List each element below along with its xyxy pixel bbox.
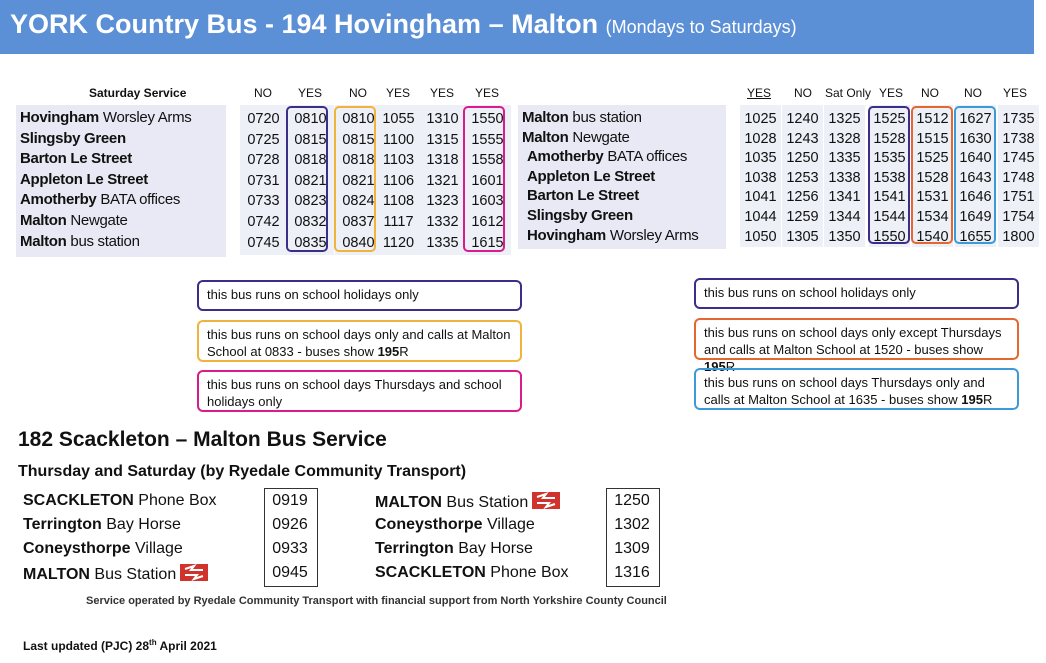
stop-name-rest: Worsley Arms <box>98 109 192 126</box>
departure-time: 0835 <box>294 234 327 251</box>
stop-name-rest: bus station <box>66 232 140 250</box>
title-banner <box>0 0 1034 54</box>
stop-name-bold: Appleton Le Street <box>527 167 655 185</box>
note-box <box>197 280 522 311</box>
national-rail-icon <box>180 564 208 581</box>
departure-time: 1751 <box>1002 189 1035 206</box>
departure-time: 1615 <box>471 234 504 251</box>
service-182-title: 182 Scackleton – Malton Bus Service <box>18 428 387 451</box>
departure-time: 1120 <box>382 234 415 251</box>
departure-time: 1531 <box>916 189 949 206</box>
departure-time: 1335 <box>828 150 861 167</box>
departure-time: 0742 <box>247 214 280 230</box>
stop-name-bold: MALTON <box>23 566 90 583</box>
departure-time: 0818 <box>342 152 375 169</box>
stop-name-bold: Coneysthorpe <box>23 540 131 557</box>
departure-time: 1250 <box>786 150 819 167</box>
page-subtitle: (Mondays to Saturdays) <box>605 17 797 37</box>
departure-time: 1528 <box>873 130 906 147</box>
departure-time: 0837 <box>342 214 375 230</box>
column-header: YES <box>1002 86 1027 100</box>
departure-time: 1315 <box>426 131 459 148</box>
column-header: YES <box>385 86 410 100</box>
departure-time: 1050 <box>744 228 777 245</box>
departure-time: 1344 <box>828 209 861 225</box>
stop-name-bold: Terrington <box>23 516 102 533</box>
departure-time: 0810 <box>342 111 375 127</box>
column-header: YES <box>429 86 454 100</box>
departure-time: 1256 <box>786 189 819 206</box>
departure-time: 1025 <box>744 111 777 127</box>
national-rail-icon <box>532 492 560 509</box>
note-box <box>197 370 522 412</box>
stop-name <box>23 516 181 534</box>
departure-time: 0720 <box>247 111 280 127</box>
departure-time: 1103 <box>382 152 415 169</box>
stop-name <box>527 187 639 207</box>
departure-time: 1240 <box>786 111 819 127</box>
departure-time: 1540 <box>916 228 949 245</box>
departure-time: 0926 <box>272 516 308 533</box>
saturday-service-label: Saturday Service <box>89 86 187 100</box>
highlight-outline <box>334 106 376 252</box>
stop-name <box>375 492 560 512</box>
departure-time: 0815 <box>342 131 375 148</box>
departure-time: 1630 <box>959 130 992 147</box>
stop-name <box>23 540 183 558</box>
last-updated: Last updated (PJC) 28th April 2021 <box>23 638 217 653</box>
departure-time: 1748 <box>1002 169 1035 186</box>
departure-time: 1044 <box>744 209 777 225</box>
departure-time: 0933 <box>272 540 308 557</box>
stop-name <box>375 564 569 582</box>
departure-time: 1528 <box>916 169 949 186</box>
departure-time: 1555 <box>471 131 504 148</box>
stop-name <box>522 109 642 129</box>
note-text: this bus runs on school days Thursdays only and calls at Malton School at 1635 - buses show <box>704 375 985 407</box>
departure-time: 1643 <box>959 169 992 186</box>
service-182-subtitle: Thursday and Saturday (by Ryedale Community Transport) <box>18 463 467 480</box>
stop-name-rest: Village <box>482 516 535 533</box>
departure-time: 1525 <box>873 111 906 127</box>
stop-name-rest: Bay Horse <box>453 540 533 557</box>
departure-time: 1535 <box>873 150 906 167</box>
stop-name-bold: SCACKLETON <box>375 564 486 581</box>
departure-time: 1601 <box>471 172 504 189</box>
departure-time: 0945 <box>272 564 308 581</box>
departure-time: 1800 <box>1002 228 1035 245</box>
departure-time: 1754 <box>1002 209 1035 225</box>
stop-name <box>23 564 208 584</box>
departure-time: 1035 <box>744 150 777 167</box>
highlight-outline <box>911 106 953 244</box>
departure-time: 1646 <box>959 189 992 206</box>
departure-time: 1253 <box>786 169 819 186</box>
departure-time: 1341 <box>828 189 861 206</box>
stop-name-rest: bus station <box>568 109 642 126</box>
column-header: YES <box>297 86 322 100</box>
column-header: NO <box>964 86 982 100</box>
departure-time: 1243 <box>786 130 819 147</box>
departure-time: 1550 <box>471 111 504 127</box>
departure-time: 0745 <box>247 234 280 251</box>
stop-name-rest: Newgate <box>568 128 630 146</box>
departure-time: 0823 <box>294 193 327 210</box>
stop-name <box>522 129 630 149</box>
note-text: this bus runs on school holidays only <box>207 287 419 302</box>
departure-time: 1558 <box>471 152 504 169</box>
stop-name <box>375 540 533 558</box>
operator-footnote: Service operated by Ryedale Community Transport with financial support from North Yorkshire County Council <box>86 595 667 607</box>
departure-time: 1318 <box>426 152 459 169</box>
column-header: NO <box>921 86 939 100</box>
departure-time: 1335 <box>426 234 459 251</box>
stop-name-rest: Phone Box <box>485 564 569 581</box>
departure-time: 0731 <box>247 172 280 189</box>
departure-time: 0840 <box>342 234 375 251</box>
departure-time: 1350 <box>828 228 861 245</box>
column-header: NO <box>254 86 272 100</box>
stop-name-bold: Hovingham <box>527 226 606 244</box>
departure-time: 1655 <box>959 228 992 245</box>
departure-time: 1640 <box>959 150 992 167</box>
route-code: 195 <box>377 344 400 359</box>
departure-time: 1038 <box>744 169 777 186</box>
departure-time: 1627 <box>959 111 992 127</box>
departure-time: 1745 <box>1002 150 1035 167</box>
stop-name <box>20 171 148 191</box>
stop-name <box>20 191 180 211</box>
departure-time: 0824 <box>342 193 375 210</box>
stop-name-bold: Malton <box>522 109 569 126</box>
stop-name-bold: Appleton Le Street <box>20 170 148 188</box>
departure-time: 0725 <box>247 131 280 148</box>
departure-time: 1321 <box>426 172 459 189</box>
departure-time: 1328 <box>828 130 861 147</box>
departure-time: 0818 <box>294 152 327 169</box>
stop-name-rest: Bus Station <box>441 494 529 511</box>
stop-name-bold: Hovingham <box>20 109 99 126</box>
departure-time: 1302 <box>614 516 650 533</box>
highlight-outline <box>463 106 505 252</box>
departure-time: 1108 <box>382 193 415 210</box>
highlight-outline <box>286 106 328 252</box>
departure-time: 1649 <box>959 209 992 225</box>
note-text: this bus runs on school holidays only <box>704 285 916 300</box>
note-text: this bus runs on school days Thursdays and school holidays only <box>207 377 502 409</box>
stop-name <box>20 150 132 170</box>
departure-time: 1525 <box>916 150 949 167</box>
stop-name-bold: Barton Le Street <box>527 187 639 205</box>
stop-name-rest: Worsley Arms <box>605 226 699 244</box>
stop-name-rest: Bus Station <box>89 566 177 583</box>
departure-time: 1041 <box>744 189 777 206</box>
departure-time: 0810 <box>294 111 327 127</box>
departure-time: 1603 <box>471 193 504 210</box>
stop-name <box>527 207 633 227</box>
departure-time: 1100 <box>382 131 415 148</box>
departure-time: 0821 <box>294 172 327 189</box>
column-header: YES <box>878 86 903 100</box>
stop-name <box>527 148 687 168</box>
stop-name <box>527 168 655 188</box>
departure-time: 0733 <box>247 193 280 210</box>
note-box <box>694 278 1019 309</box>
route-code: 195 <box>961 392 983 407</box>
page-title: YORK Country Bus - 194 Hovingham – Malton (Mondays to Saturdays) <box>10 9 797 39</box>
stop-name-bold: Malton <box>20 212 67 229</box>
departure-time: 1550 <box>873 228 906 245</box>
stop-name <box>20 109 192 129</box>
note-box <box>694 318 1019 374</box>
stop-name <box>375 516 535 534</box>
column-header: NO <box>794 86 812 100</box>
stop-name-bold: Coneysthorpe <box>375 516 483 533</box>
departure-time: 1338 <box>828 169 861 186</box>
stop-name-bold: Slingsby Green <box>20 129 126 147</box>
departure-time: 1538 <box>873 169 906 186</box>
stop-name <box>527 227 699 247</box>
stop-name <box>23 492 217 510</box>
route-suffix: R <box>399 344 409 359</box>
departure-time: 1316 <box>614 564 650 581</box>
column-header: Sat Only <box>824 86 872 100</box>
stop-name <box>20 130 126 150</box>
stop-name-bold: SCACKLETON <box>23 492 134 509</box>
departure-time: 0728 <box>247 152 280 169</box>
highlight-outline <box>954 106 996 244</box>
stop-name-rest: BATA offices <box>603 148 688 166</box>
departure-time: 1512 <box>916 111 949 127</box>
departure-time: 1534 <box>916 209 949 225</box>
stop-name-rest: Village <box>130 540 183 557</box>
departure-time: 1250 <box>614 492 650 509</box>
departure-time: 1332 <box>426 214 459 230</box>
departure-time: 1117 <box>383 214 414 230</box>
stop-name <box>20 233 140 253</box>
departure-time: 0832 <box>294 214 327 230</box>
departure-time: 1612 <box>471 214 504 230</box>
stop-name <box>20 212 128 232</box>
departure-time: 1515 <box>916 130 949 147</box>
stop-name-bold: Amotherby <box>20 191 97 209</box>
departure-time: 1735 <box>1002 111 1035 127</box>
stop-name-bold: Amotherby <box>527 148 604 166</box>
departure-time: 1305 <box>786 228 819 245</box>
departure-time: 1325 <box>828 111 861 127</box>
note-text: this bus runs on school days only except Thursdays and calls at Malton School at 1520 - buses show <box>704 325 1002 357</box>
stop-name-rest: Phone Box <box>133 492 217 509</box>
departure-time: 0815 <box>294 131 327 148</box>
stop-name-bold: Barton Le Street <box>20 150 132 168</box>
stop-name-bold: Malton <box>20 232 67 250</box>
stop-name-rest: Bay Horse <box>101 516 181 533</box>
stop-name-rest: BATA offices <box>96 191 181 209</box>
departure-time: 1310 <box>426 111 459 127</box>
departure-time: 1541 <box>873 189 906 206</box>
departure-time: 1738 <box>1002 130 1035 147</box>
stop-name-bold: Terrington <box>375 540 454 557</box>
note-box <box>694 368 1019 410</box>
departure-time: 1544 <box>873 209 906 225</box>
note-box <box>197 320 522 362</box>
stop-name-bold: Slingsby Green <box>527 207 633 224</box>
departure-time: 0919 <box>272 492 308 509</box>
departure-time: 0821 <box>342 172 375 189</box>
departure-time: 1055 <box>382 111 415 127</box>
stop-name-bold: MALTON <box>375 494 442 511</box>
departure-time: 1309 <box>614 540 650 557</box>
route-suffix: R <box>982 392 993 407</box>
departure-time: 1028 <box>744 130 777 147</box>
column-header: YES <box>746 86 771 100</box>
stop-name-bold: Malton <box>522 128 569 146</box>
column-header: YES <box>474 86 499 100</box>
highlight-outline <box>868 106 910 244</box>
route-suffix: R <box>725 359 736 374</box>
departure-time: 1259 <box>786 209 819 225</box>
departure-time: 1323 <box>426 193 459 210</box>
departure-time: 1106 <box>382 172 415 189</box>
note-text: this bus runs on school days only and calls at Malton School at 0833 - buses show <box>207 327 511 359</box>
stop-name-rest: Newgate <box>66 212 128 229</box>
column-header: NO <box>349 86 367 100</box>
route-code: 195 <box>704 359 726 374</box>
